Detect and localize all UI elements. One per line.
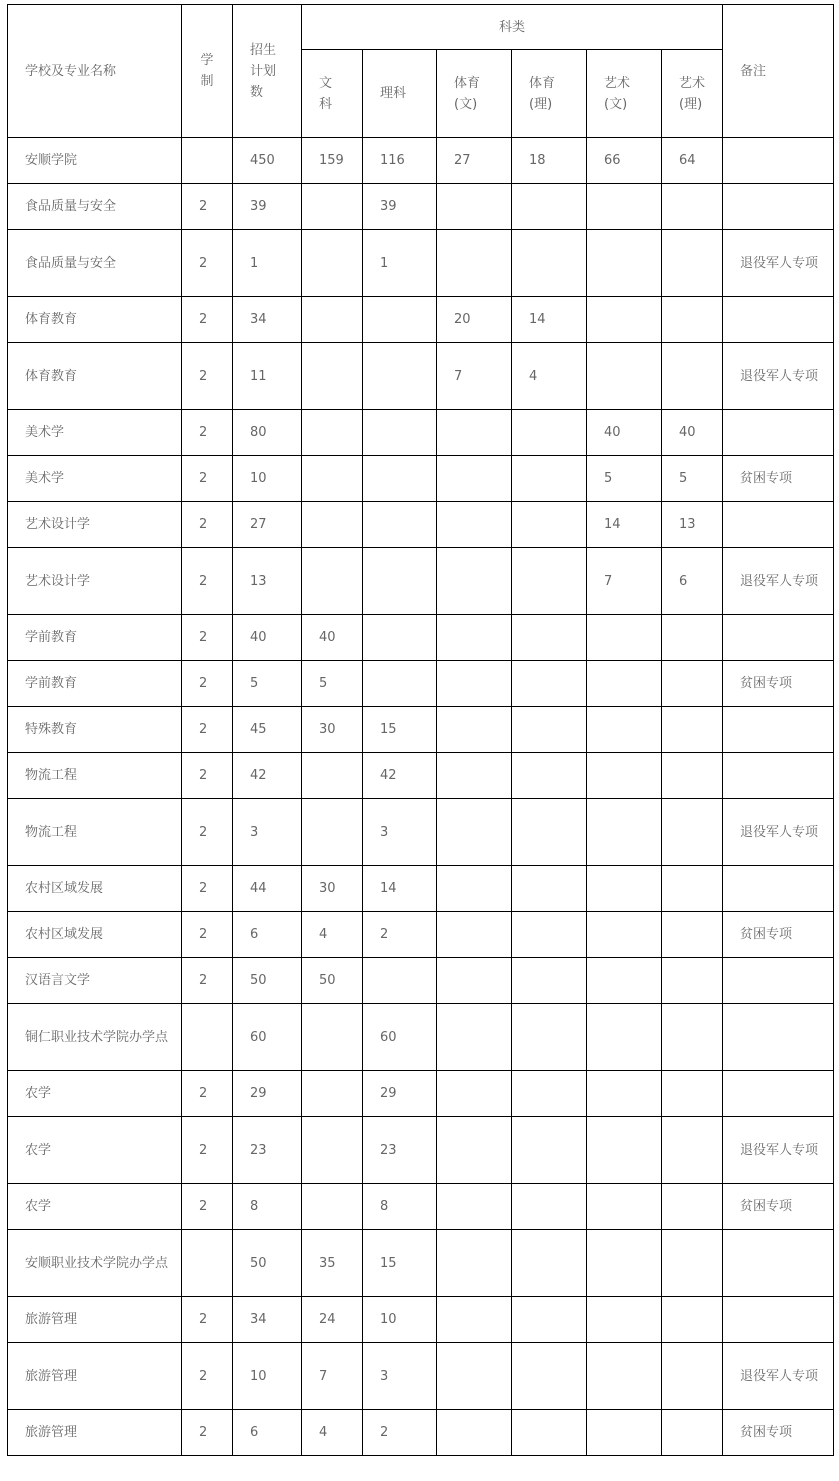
table-row bbox=[8, 707, 834, 753]
cell-duration: 2 bbox=[182, 184, 233, 230]
table-row bbox=[8, 230, 834, 297]
cell-science: 2 bbox=[363, 912, 437, 958]
cell-note bbox=[723, 615, 834, 661]
cell-note: 退役军人专项 bbox=[723, 1117, 834, 1184]
cell-science: 23 bbox=[363, 1117, 437, 1184]
cell-name: 体育教育 bbox=[8, 297, 182, 343]
cell-art-science bbox=[662, 753, 723, 799]
header-school-major-name: 学校及专业名称 bbox=[8, 5, 182, 138]
cell-sports-science bbox=[512, 456, 587, 502]
cell-note: 退役军人专项 bbox=[723, 343, 834, 410]
cell-sports-liberal: 20 bbox=[437, 297, 512, 343]
cell-name: 汉语言文学 bbox=[8, 958, 182, 1004]
cell-note: 贫困专项 bbox=[723, 1410, 834, 1456]
table-row bbox=[8, 1230, 834, 1297]
cell-art-liberal bbox=[587, 1004, 662, 1071]
cell-plan: 1 bbox=[233, 230, 302, 297]
cell-plan: 29 bbox=[233, 1071, 302, 1117]
cell-science: 15 bbox=[363, 1230, 437, 1297]
cell-name: 物流工程 bbox=[8, 799, 182, 866]
table-row bbox=[8, 1343, 834, 1410]
cell-sports-liberal bbox=[437, 502, 512, 548]
cell-liberal-arts bbox=[302, 548, 363, 615]
header-plan-count: 招生计划数 bbox=[233, 5, 302, 138]
cell-duration: 2 bbox=[182, 615, 233, 661]
cell-name: 旅游管理 bbox=[8, 1343, 182, 1410]
cell-sports-science: 4 bbox=[512, 343, 587, 410]
table-row bbox=[8, 456, 834, 502]
cell-liberal-arts: 30 bbox=[302, 707, 363, 753]
cell-art-liberal bbox=[587, 1410, 662, 1456]
cell-name: 学前教育 bbox=[8, 661, 182, 707]
cell-duration: 2 bbox=[182, 343, 233, 410]
cell-art-science bbox=[662, 958, 723, 1004]
cell-note bbox=[723, 138, 834, 184]
cell-duration: 2 bbox=[182, 1297, 233, 1343]
cell-sports-liberal bbox=[437, 1117, 512, 1184]
cell-duration: 2 bbox=[182, 912, 233, 958]
cell-art-liberal: 14 bbox=[587, 502, 662, 548]
cell-sports-liberal bbox=[437, 1410, 512, 1456]
cell-note bbox=[723, 410, 834, 456]
cell-art-science bbox=[662, 230, 723, 297]
cell-name: 农村区域发展 bbox=[8, 912, 182, 958]
cell-science: 10 bbox=[363, 1297, 437, 1343]
cell-name: 铜仁职业技术学院办学点 bbox=[8, 1004, 182, 1071]
cell-sports-science bbox=[512, 1071, 587, 1117]
cell-name: 农学 bbox=[8, 1117, 182, 1184]
cell-plan: 44 bbox=[233, 866, 302, 912]
cell-sports-liberal bbox=[437, 548, 512, 615]
cell-liberal-arts bbox=[302, 753, 363, 799]
cell-art-science bbox=[662, 799, 723, 866]
cell-note: 贫困专项 bbox=[723, 661, 834, 707]
cell-liberal-arts bbox=[302, 456, 363, 502]
cell-science: 1 bbox=[363, 230, 437, 297]
cell-art-science bbox=[662, 343, 723, 410]
cell-liberal-arts bbox=[302, 1004, 363, 1071]
cell-name: 安顺职业技术学院办学点 bbox=[8, 1230, 182, 1297]
cell-sports-liberal bbox=[437, 1297, 512, 1343]
cell-art-liberal bbox=[587, 866, 662, 912]
cell-sports-science bbox=[512, 615, 587, 661]
cell-sports-science bbox=[512, 1004, 587, 1071]
cell-sports-liberal bbox=[437, 661, 512, 707]
cell-plan: 11 bbox=[233, 343, 302, 410]
cell-art-liberal bbox=[587, 343, 662, 410]
cell-name: 食品质量与安全 bbox=[8, 184, 182, 230]
cell-liberal-arts bbox=[302, 1184, 363, 1230]
cell-art-science bbox=[662, 615, 723, 661]
header-note: 备注 bbox=[723, 5, 834, 138]
cell-note: 贫困专项 bbox=[723, 1184, 834, 1230]
cell-science: 39 bbox=[363, 184, 437, 230]
cell-science: 42 bbox=[363, 753, 437, 799]
cell-sports-liberal bbox=[437, 1184, 512, 1230]
cell-art-liberal bbox=[587, 1230, 662, 1297]
cell-liberal-arts bbox=[302, 184, 363, 230]
cell-sports-liberal bbox=[437, 410, 512, 456]
cell-name: 美术学 bbox=[8, 456, 182, 502]
cell-note bbox=[723, 866, 834, 912]
cell-sports-science bbox=[512, 661, 587, 707]
cell-art-science bbox=[662, 1071, 723, 1117]
table-row bbox=[8, 343, 834, 410]
cell-science bbox=[363, 958, 437, 1004]
table-row bbox=[8, 1071, 834, 1117]
cell-art-science: 40 bbox=[662, 410, 723, 456]
cell-art-liberal bbox=[587, 297, 662, 343]
cell-art-liberal: 7 bbox=[587, 548, 662, 615]
cell-note: 贫困专项 bbox=[723, 456, 834, 502]
cell-science: 8 bbox=[363, 1184, 437, 1230]
cell-liberal-arts: 40 bbox=[302, 615, 363, 661]
cell-sports-science bbox=[512, 866, 587, 912]
cell-art-liberal: 66 bbox=[587, 138, 662, 184]
cell-sports-science bbox=[512, 1117, 587, 1184]
table-row bbox=[8, 297, 834, 343]
cell-note: 贫困专项 bbox=[723, 912, 834, 958]
cell-note bbox=[723, 958, 834, 1004]
table-row bbox=[8, 1117, 834, 1184]
cell-plan: 450 bbox=[233, 138, 302, 184]
cell-sports-liberal bbox=[437, 1343, 512, 1410]
header-art-liberal: 艺术(文) bbox=[587, 50, 662, 138]
cell-sports-science bbox=[512, 502, 587, 548]
cell-name: 农学 bbox=[8, 1071, 182, 1117]
cell-liberal-arts: 35 bbox=[302, 1230, 363, 1297]
cell-plan: 50 bbox=[233, 958, 302, 1004]
cell-name: 特殊教育 bbox=[8, 707, 182, 753]
cell-art-liberal bbox=[587, 1184, 662, 1230]
table-row bbox=[8, 912, 834, 958]
cell-sports-science bbox=[512, 753, 587, 799]
cell-sports-science bbox=[512, 958, 587, 1004]
cell-name: 食品质量与安全 bbox=[8, 230, 182, 297]
cell-liberal-arts bbox=[302, 799, 363, 866]
cell-liberal-arts: 30 bbox=[302, 866, 363, 912]
cell-duration: 2 bbox=[182, 707, 233, 753]
cell-sports-liberal bbox=[437, 912, 512, 958]
cell-name: 农学 bbox=[8, 1184, 182, 1230]
cell-art-liberal: 40 bbox=[587, 410, 662, 456]
cell-plan: 50 bbox=[233, 1230, 302, 1297]
cell-sports-science: 18 bbox=[512, 138, 587, 184]
cell-science bbox=[363, 456, 437, 502]
cell-art-science: 64 bbox=[662, 138, 723, 184]
cell-art-liberal: 5 bbox=[587, 456, 662, 502]
cell-plan: 34 bbox=[233, 297, 302, 343]
cell-note bbox=[723, 1004, 834, 1071]
cell-sports-science bbox=[512, 1230, 587, 1297]
cell-science bbox=[363, 297, 437, 343]
cell-art-science bbox=[662, 912, 723, 958]
header-art-science: 艺术(理) bbox=[662, 50, 723, 138]
header-liberal-arts: 文科 bbox=[302, 50, 363, 138]
cell-name: 农村区域发展 bbox=[8, 866, 182, 912]
cell-sports-science bbox=[512, 184, 587, 230]
cell-art-science bbox=[662, 707, 723, 753]
cell-duration bbox=[182, 138, 233, 184]
header-duration: 学制 bbox=[182, 5, 233, 138]
cell-note bbox=[723, 1297, 834, 1343]
cell-science: 116 bbox=[363, 138, 437, 184]
cell-sports-liberal bbox=[437, 866, 512, 912]
table-row bbox=[8, 1004, 834, 1071]
cell-liberal-arts: 7 bbox=[302, 1343, 363, 1410]
header-category: 科类 bbox=[302, 5, 723, 50]
cell-duration: 2 bbox=[182, 1071, 233, 1117]
cell-duration: 2 bbox=[182, 661, 233, 707]
cell-art-liberal bbox=[587, 661, 662, 707]
cell-duration: 2 bbox=[182, 230, 233, 297]
table-row bbox=[8, 410, 834, 456]
cell-sports-liberal bbox=[437, 958, 512, 1004]
cell-science: 3 bbox=[363, 1343, 437, 1410]
cell-note: 退役军人专项 bbox=[723, 1343, 834, 1410]
cell-liberal-arts: 4 bbox=[302, 1410, 363, 1456]
cell-duration: 2 bbox=[182, 1117, 233, 1184]
cell-sports-liberal bbox=[437, 1230, 512, 1297]
cell-duration: 2 bbox=[182, 410, 233, 456]
cell-sports-science: 14 bbox=[512, 297, 587, 343]
cell-sports-liberal bbox=[437, 456, 512, 502]
cell-art-science: 13 bbox=[662, 502, 723, 548]
table-row bbox=[8, 1410, 834, 1456]
cell-art-liberal bbox=[587, 1297, 662, 1343]
cell-sports-science bbox=[512, 1343, 587, 1410]
cell-note bbox=[723, 1071, 834, 1117]
cell-plan: 23 bbox=[233, 1117, 302, 1184]
table-row bbox=[8, 1297, 834, 1343]
cell-plan: 39 bbox=[233, 184, 302, 230]
cell-plan: 10 bbox=[233, 1343, 302, 1410]
cell-plan: 5 bbox=[233, 661, 302, 707]
cell-sports-liberal bbox=[437, 1071, 512, 1117]
cell-science: 3 bbox=[363, 799, 437, 866]
cell-liberal-arts bbox=[302, 1117, 363, 1184]
cell-art-science bbox=[662, 297, 723, 343]
cell-note bbox=[723, 184, 834, 230]
cell-note: 退役军人专项 bbox=[723, 799, 834, 866]
cell-plan: 45 bbox=[233, 707, 302, 753]
cell-duration: 2 bbox=[182, 958, 233, 1004]
table-row bbox=[8, 502, 834, 548]
cell-liberal-arts bbox=[302, 1071, 363, 1117]
cell-liberal-arts bbox=[302, 502, 363, 548]
header-sports-science: 体育(理) bbox=[512, 50, 587, 138]
cell-duration bbox=[182, 1230, 233, 1297]
enrollment-plan-table bbox=[7, 4, 834, 1456]
cell-duration: 2 bbox=[182, 1410, 233, 1456]
cell-art-science bbox=[662, 1410, 723, 1456]
table-row bbox=[8, 1184, 834, 1230]
cell-science: 60 bbox=[363, 1004, 437, 1071]
cell-sports-liberal bbox=[437, 707, 512, 753]
cell-science: 14 bbox=[363, 866, 437, 912]
cell-duration: 2 bbox=[182, 799, 233, 866]
cell-duration bbox=[182, 1004, 233, 1071]
cell-sports-science bbox=[512, 410, 587, 456]
cell-duration: 2 bbox=[182, 1343, 233, 1410]
cell-art-science bbox=[662, 184, 723, 230]
cell-sports-science bbox=[512, 1410, 587, 1456]
table-row bbox=[8, 661, 834, 707]
cell-art-liberal bbox=[587, 753, 662, 799]
cell-art-science bbox=[662, 1343, 723, 1410]
cell-science: 15 bbox=[363, 707, 437, 753]
cell-art-science bbox=[662, 661, 723, 707]
cell-duration: 2 bbox=[182, 753, 233, 799]
cell-duration: 2 bbox=[182, 297, 233, 343]
cell-sports-science bbox=[512, 707, 587, 753]
cell-science bbox=[363, 661, 437, 707]
cell-plan: 6 bbox=[233, 912, 302, 958]
table-row bbox=[8, 615, 834, 661]
cell-science bbox=[363, 410, 437, 456]
cell-art-liberal bbox=[587, 184, 662, 230]
cell-art-science bbox=[662, 1297, 723, 1343]
cell-art-liberal bbox=[587, 912, 662, 958]
cell-sports-liberal: 7 bbox=[437, 343, 512, 410]
cell-sports-liberal bbox=[437, 184, 512, 230]
cell-note bbox=[723, 297, 834, 343]
cell-sports-science bbox=[512, 1297, 587, 1343]
cell-plan: 60 bbox=[233, 1004, 302, 1071]
cell-science bbox=[363, 343, 437, 410]
cell-name: 艺术设计学 bbox=[8, 548, 182, 615]
cell-liberal-arts: 50 bbox=[302, 958, 363, 1004]
cell-liberal-arts: 24 bbox=[302, 1297, 363, 1343]
cell-sports-liberal bbox=[437, 1004, 512, 1071]
cell-note: 退役军人专项 bbox=[723, 230, 834, 297]
table-row bbox=[8, 753, 834, 799]
cell-plan: 40 bbox=[233, 615, 302, 661]
cell-art-liberal bbox=[587, 230, 662, 297]
cell-sports-science bbox=[512, 799, 587, 866]
cell-sports-science bbox=[512, 230, 587, 297]
cell-plan: 10 bbox=[233, 456, 302, 502]
table-row bbox=[8, 958, 834, 1004]
cell-note bbox=[723, 502, 834, 548]
cell-science bbox=[363, 502, 437, 548]
cell-sports-science bbox=[512, 912, 587, 958]
cell-duration: 2 bbox=[182, 456, 233, 502]
cell-plan: 34 bbox=[233, 1297, 302, 1343]
cell-liberal-arts bbox=[302, 297, 363, 343]
cell-sports-science bbox=[512, 548, 587, 615]
cell-art-science bbox=[662, 1117, 723, 1184]
cell-liberal-arts: 5 bbox=[302, 661, 363, 707]
cell-liberal-arts bbox=[302, 410, 363, 456]
cell-art-liberal bbox=[587, 799, 662, 866]
cell-sports-liberal: 27 bbox=[437, 138, 512, 184]
cell-name: 旅游管理 bbox=[8, 1297, 182, 1343]
cell-liberal-arts bbox=[302, 230, 363, 297]
cell-art-science bbox=[662, 1004, 723, 1071]
table-row bbox=[8, 548, 834, 615]
cell-liberal-arts: 4 bbox=[302, 912, 363, 958]
cell-plan: 27 bbox=[233, 502, 302, 548]
cell-sports-liberal bbox=[437, 230, 512, 297]
table-body bbox=[8, 138, 834, 1456]
cell-art-liberal bbox=[587, 1071, 662, 1117]
cell-art-liberal bbox=[587, 615, 662, 661]
cell-note: 退役军人专项 bbox=[723, 548, 834, 615]
cell-plan: 6 bbox=[233, 1410, 302, 1456]
cell-plan: 3 bbox=[233, 799, 302, 866]
cell-sports-science bbox=[512, 1184, 587, 1230]
cell-sports-liberal bbox=[437, 753, 512, 799]
cell-name: 旅游管理 bbox=[8, 1410, 182, 1456]
cell-plan: 42 bbox=[233, 753, 302, 799]
header-science: 理科 bbox=[363, 50, 437, 138]
cell-science bbox=[363, 548, 437, 615]
cell-plan: 8 bbox=[233, 1184, 302, 1230]
cell-science bbox=[363, 615, 437, 661]
cell-art-liberal bbox=[587, 1343, 662, 1410]
header-sports-liberal: 体育(文) bbox=[437, 50, 512, 138]
cell-duration: 2 bbox=[182, 866, 233, 912]
cell-name: 物流工程 bbox=[8, 753, 182, 799]
cell-art-liberal bbox=[587, 1117, 662, 1184]
table-row bbox=[8, 866, 834, 912]
cell-science: 2 bbox=[363, 1410, 437, 1456]
cell-name: 美术学 bbox=[8, 410, 182, 456]
cell-name: 学前教育 bbox=[8, 615, 182, 661]
cell-note bbox=[723, 753, 834, 799]
cell-plan: 80 bbox=[233, 410, 302, 456]
cell-duration: 2 bbox=[182, 1184, 233, 1230]
cell-art-liberal bbox=[587, 958, 662, 1004]
cell-note bbox=[723, 1230, 834, 1297]
cell-art-liberal bbox=[587, 707, 662, 753]
cell-art-science bbox=[662, 1184, 723, 1230]
cell-art-science bbox=[662, 1230, 723, 1297]
cell-sports-liberal bbox=[437, 615, 512, 661]
cell-art-science bbox=[662, 866, 723, 912]
cell-plan: 13 bbox=[233, 548, 302, 615]
cell-liberal-arts bbox=[302, 343, 363, 410]
cell-duration: 2 bbox=[182, 502, 233, 548]
table-row bbox=[8, 184, 834, 230]
cell-duration: 2 bbox=[182, 548, 233, 615]
cell-note bbox=[723, 707, 834, 753]
cell-art-science: 5 bbox=[662, 456, 723, 502]
cell-science: 29 bbox=[363, 1071, 437, 1117]
cell-name: 安顺学院 bbox=[8, 138, 182, 184]
cell-name: 体育教育 bbox=[8, 343, 182, 410]
table-row bbox=[8, 138, 834, 184]
cell-liberal-arts: 159 bbox=[302, 138, 363, 184]
cell-name: 艺术设计学 bbox=[8, 502, 182, 548]
cell-sports-liberal bbox=[437, 799, 512, 866]
cell-art-science: 6 bbox=[662, 548, 723, 615]
table-row bbox=[8, 799, 834, 866]
